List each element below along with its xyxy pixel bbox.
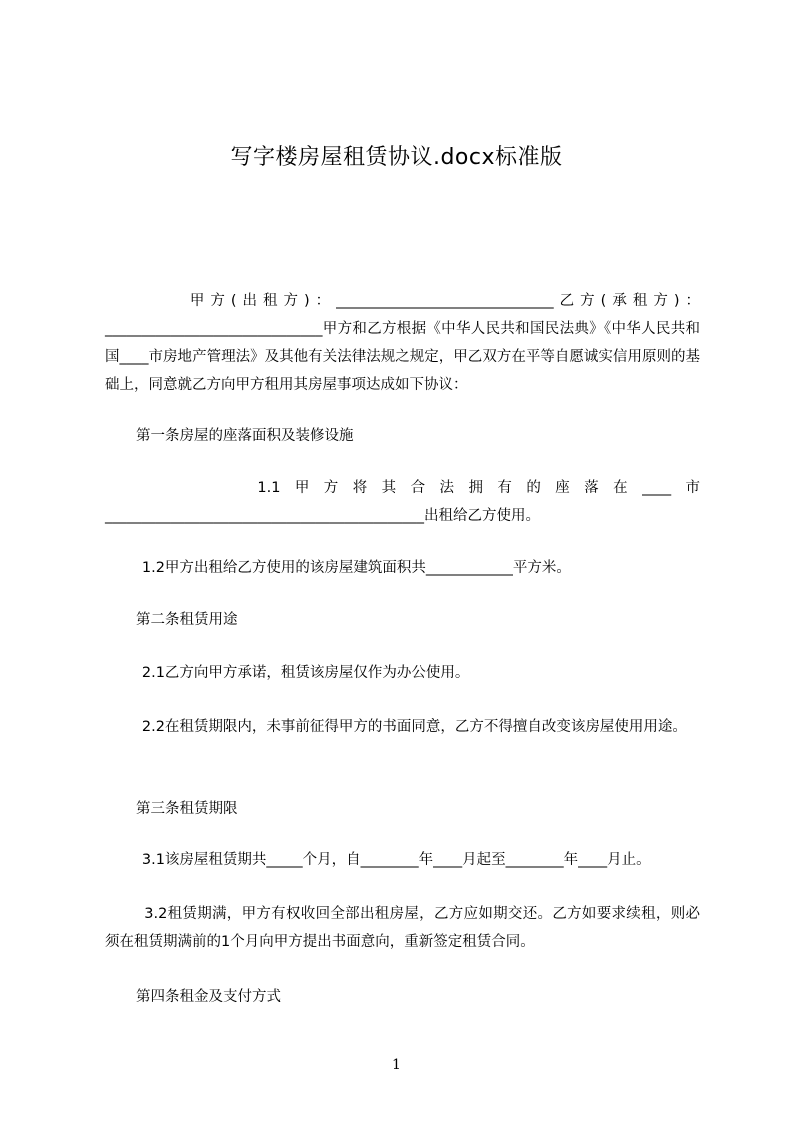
- intro-paragraph: 甲方(出租方)：______________________________乙方(承租方)：______________________________甲方和乙方根据《中华人民共和国民法典》《中华人民共和国____市房地产管理法》及其他有关法律法规之规定，甲乙双方在平等自愿诚实信用原则的基础上，同意就乙方向甲方租用其房屋事项达成如下协议：: [105, 293, 700, 393]
- clause-2-2: 2.2在租赁期限内，未事前征得甲方的书面同意，乙方不得擅自改变该房屋使用用途。: [105, 719, 687, 735]
- article-2-heading: 第二条租赁用途: [136, 612, 238, 628]
- clause-3-1: 3.1该房屋租赁期共_____个月，自________年____月起至________年____月止。: [105, 852, 651, 868]
- article-4-heading: 第四条租金及支付方式: [136, 989, 281, 1005]
- clause-1-1: 1.1甲方将其合法拥有的座落在____市____________________________________________出租给乙方使用。: [105, 480, 701, 524]
- document-title: 写字楼房屋租赁协议.docx标准版: [230, 145, 563, 170]
- article-3-heading: 第三条租赁期限: [136, 801, 238, 817]
- page-number: 1: [392, 1057, 401, 1073]
- clause-3-2: 3.2租赁期满，甲方有权收回全部出租房屋，乙方应如期交还。乙方如要求续租，则必须在租赁期满前的1个月向甲方提出书面意向，重新签定租赁合同。: [105, 906, 700, 950]
- article-1-heading: 第一条房屋的座落面积及装修设施: [136, 428, 354, 444]
- clause-2-1: 2.1乙方向甲方承诺，租赁该房屋仅作为办公使用。: [105, 665, 470, 681]
- clause-1-2: 1.2甲方出租给乙方使用的该房屋建筑面积共____________平方米。: [105, 560, 571, 576]
